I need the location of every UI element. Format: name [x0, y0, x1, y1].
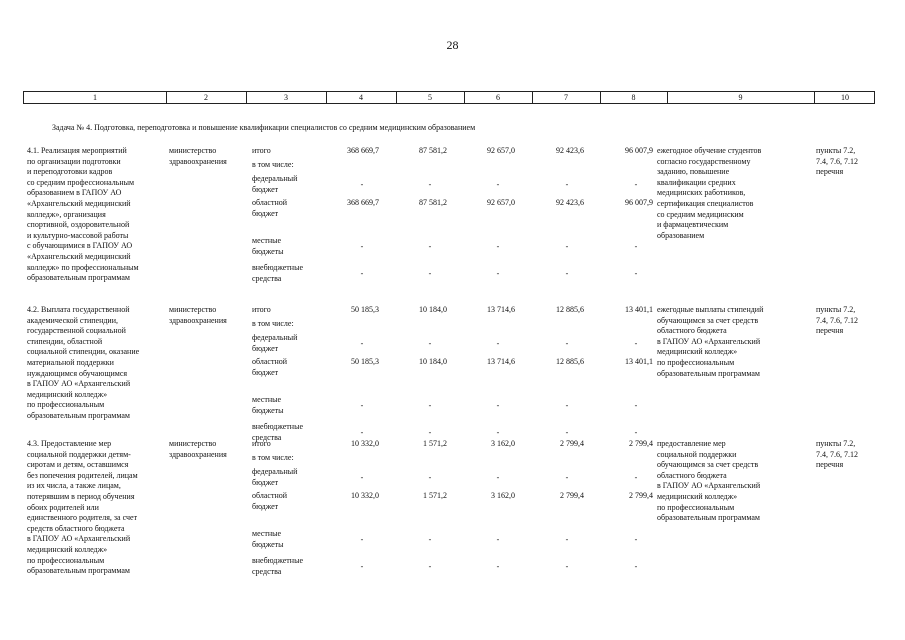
- measure-name-line: сиротам и детям, оставшимся: [27, 460, 129, 470]
- empty-value-dash: -: [565, 339, 569, 348]
- expected-result-line: обучающимся за счет средств: [657, 315, 759, 325]
- column-number-cell: 9: [738, 93, 743, 102]
- empty-value-dash: -: [428, 473, 432, 482]
- column-divider: [246, 92, 247, 103]
- measure-name-line: стипендии, областной: [27, 336, 103, 346]
- expected-result-line: в ГАПОУ АО «Архангельский: [657, 481, 761, 491]
- empty-value-dash: -: [360, 428, 364, 437]
- measure-name-line: социальной поддержки детям-: [27, 449, 131, 459]
- empty-value-dash: -: [565, 269, 569, 278]
- funding-source-label: бюджет: [252, 184, 279, 194]
- funding-amount: 13 714,6: [487, 305, 515, 314]
- empty-value-dash: -: [428, 242, 432, 251]
- empty-value-dash: -: [496, 562, 500, 571]
- measure-name-line: колледж» по профессиональным: [27, 262, 139, 272]
- column-divider: [464, 92, 465, 103]
- measure-name-line: 4.3. Предоставление мер: [27, 439, 112, 448]
- expected-result-line: областного бюджета: [657, 326, 727, 336]
- measure-name-line: со средним профессиональным: [27, 177, 135, 187]
- expected-result-line: социальной поддержки: [657, 449, 737, 459]
- column-divider: [396, 92, 397, 103]
- column-divider: [326, 92, 327, 103]
- funding-source-label: бюджет: [252, 343, 279, 353]
- funding-source-label: областной: [252, 198, 288, 207]
- expected-result-line: ежегодное обучение студентов: [657, 146, 762, 155]
- funding-amount: 10 184,0: [419, 357, 447, 366]
- empty-value-dash: -: [565, 428, 569, 437]
- funding-amount: 12 885,6: [556, 357, 584, 366]
- executor-line: министерство: [169, 439, 217, 448]
- empty-value-dash: -: [565, 401, 569, 410]
- funding-source-label: внебюджетные: [252, 263, 303, 272]
- measure-name-line: «Архангельский медицинский: [27, 199, 131, 208]
- funding-amount: 10 332,0: [351, 491, 379, 500]
- measure-name-line: в ГАПОУ АО «Архангельский: [27, 534, 131, 544]
- funding-amount: 1 571,2: [423, 439, 447, 448]
- measure-name-line: медицинский колледж»: [27, 389, 108, 399]
- reference-line: 7.4, 7.6, 7.12: [816, 315, 858, 325]
- measure-name-line: по профессиональным: [27, 400, 105, 410]
- expected-result-line: образованием: [657, 230, 705, 240]
- empty-value-dash: -: [634, 339, 638, 348]
- measure-name-line: спортивной, оздоровительной: [27, 220, 130, 230]
- funding-source-label: бюджеты: [252, 246, 284, 256]
- reference-line: пункты 7.2,: [816, 146, 856, 155]
- measure-name-line: из их числа, а также лицам,: [27, 481, 121, 491]
- column-number-cell: 1: [93, 93, 97, 102]
- funding-source-label: областной: [252, 491, 288, 500]
- empty-value-dash: -: [634, 180, 638, 189]
- measure-name-line: единственного родителя, за счет: [27, 513, 138, 523]
- funding-amount: 368 669,7: [347, 198, 379, 207]
- empty-value-dash: -: [634, 473, 638, 482]
- funding-amount: 2 799,4: [560, 439, 584, 448]
- empty-value-dash: -: [428, 401, 432, 410]
- funding-source-label: в том числе:: [252, 453, 294, 462]
- funding-amount: 1 571,2: [423, 491, 447, 500]
- column-number-cell: 5: [428, 93, 432, 102]
- measure-name-line: по организации подготовки: [27, 156, 121, 166]
- funding-source-label: средства: [252, 432, 282, 442]
- funding-amount: 92 423,6: [556, 146, 584, 155]
- expected-result-line: образовательным программам: [657, 513, 760, 523]
- funding-source-label: местные: [252, 236, 282, 245]
- funding-amount: 13 714,6: [487, 357, 515, 366]
- funding-source-label: в том числе:: [252, 319, 294, 328]
- funding-amount: 50 185,3: [351, 305, 379, 314]
- empty-value-dash: -: [428, 428, 432, 437]
- empty-value-dash: -: [360, 401, 364, 410]
- empty-value-dash: -: [360, 242, 364, 251]
- column-number-cell: 3: [284, 93, 288, 102]
- empty-value-dash: -: [634, 401, 638, 410]
- column-divider: [532, 92, 533, 103]
- expected-result-line: сертификация специалистов: [657, 199, 754, 208]
- funding-amount: 2 799,4: [629, 439, 653, 448]
- task-title: Задача № 4. Подготовка, переподготовка и повышение квалификации специалистов со средним медицинским образованием: [52, 123, 476, 132]
- measure-name-line: в ГАПОУ АО «Архангельский: [27, 379, 131, 389]
- expected-result-line: по профессиональным: [657, 502, 735, 512]
- empty-value-dash: -: [428, 535, 432, 544]
- expected-result-line: медицинский колледж»: [657, 347, 738, 357]
- funding-source-label: средства: [252, 273, 282, 283]
- measure-name-line: образованием в ГАПОУ АО: [27, 188, 122, 198]
- executor-line: здравоохранения: [169, 315, 227, 325]
- column-number-cell: 8: [631, 93, 636, 102]
- funding-amount: 92 657,0: [487, 198, 515, 207]
- funding-amount: 13 401,1: [625, 357, 653, 366]
- column-number-cell: 6: [496, 93, 500, 102]
- measure-name-line: «Архангельский медицинский: [27, 252, 131, 261]
- funding-source-label: итого: [252, 439, 271, 448]
- measure-name-line: по профессиональным: [27, 555, 105, 565]
- measure-name-line: без попечения родителей, лицам: [27, 470, 138, 480]
- reference-line: 7.4, 7.6, 7.12: [816, 449, 858, 459]
- reference-line: перечня: [816, 460, 844, 470]
- measure-name-line: потерявшим в период обучения: [27, 492, 135, 501]
- measure-name-line: академической стипендии,: [27, 315, 118, 325]
- expected-result-line: ежегодные выплаты стипендий: [657, 305, 764, 314]
- reference-line: перечня: [816, 167, 844, 177]
- column-divider: [600, 92, 601, 103]
- funding-amount: 3 162,0: [491, 491, 515, 500]
- empty-value-dash: -: [428, 339, 432, 348]
- column-number-cell: 2: [204, 93, 208, 102]
- funding-amount: 3 162,0: [491, 439, 515, 448]
- measure-name-line: государственной социальной: [27, 326, 126, 336]
- column-number-cell: 7: [564, 93, 568, 102]
- measure-name-line: 4.2. Выплата государственной: [27, 305, 130, 314]
- funding-amount: 96 007,9: [625, 198, 653, 207]
- measure-name-line: образовательным программам: [27, 273, 130, 283]
- funding-source-label: федеральный: [252, 174, 298, 183]
- funding-amount: 10 184,0: [419, 305, 447, 314]
- empty-value-dash: -: [565, 473, 569, 482]
- empty-value-dash: -: [565, 242, 569, 251]
- empty-value-dash: -: [496, 401, 500, 410]
- funding-amount: 92 423,6: [556, 198, 584, 207]
- funding-source-label: итого: [252, 146, 271, 155]
- measure-name-line: и переподготовки кадров: [27, 167, 113, 177]
- measure-name-line: социальной стипендии, оказание: [27, 347, 140, 357]
- reference-line: перечня: [816, 326, 844, 336]
- empty-value-dash: -: [634, 562, 638, 571]
- funding-source-label: бюджеты: [252, 539, 284, 549]
- funding-source-label: внебюджетные: [252, 422, 303, 431]
- reference-line: пункты 7.2,: [816, 305, 856, 314]
- funding-source-label: в том числе:: [252, 160, 294, 169]
- funding-source-label: областной: [252, 357, 288, 366]
- measure-name-line: средств областного бюджета: [27, 523, 125, 533]
- expected-result-line: образовательным программам: [657, 368, 760, 378]
- expected-result-line: по профессиональным: [657, 358, 735, 367]
- measure-name-line: и культурно-массовой работы: [27, 230, 129, 240]
- measure-name-line: 4.1. Реализация мероприятий: [27, 146, 127, 155]
- empty-value-dash: -: [565, 535, 569, 544]
- funding-amount: 13 401,1: [625, 305, 653, 314]
- expected-result-line: предоставление мер: [657, 439, 726, 448]
- column-number-cell: 10: [841, 93, 849, 102]
- column-divider: [166, 92, 167, 103]
- empty-value-dash: -: [360, 473, 364, 482]
- expected-result-line: и фармацевтическим: [657, 220, 729, 230]
- measure-name-line: образовательным программам: [27, 566, 130, 576]
- measure-name-line: обоих родителей или: [27, 502, 99, 512]
- expected-result-line: со средним медицинским: [657, 209, 744, 219]
- expected-result-line: медицинских работников,: [657, 188, 746, 198]
- expected-result-line: в ГАПОУ АО «Архангельский: [657, 336, 761, 346]
- reference-line: пункты 7.2,: [816, 439, 856, 448]
- executor-line: министерство: [169, 305, 217, 314]
- empty-value-dash: -: [634, 535, 638, 544]
- measure-name-line: образовательным программам: [27, 411, 130, 420]
- funding-amount: 50 185,3: [351, 357, 379, 366]
- empty-value-dash: -: [496, 269, 500, 278]
- column-divider: [667, 92, 668, 103]
- measure-name-line: с обучающимися в ГАПОУ АО: [27, 241, 133, 251]
- executor-line: министерство: [169, 146, 217, 155]
- measure-name-line: колледж», организация: [27, 209, 106, 219]
- executor-line: здравоохранения: [169, 449, 227, 459]
- funding-amount: 10 332,0: [351, 439, 379, 448]
- funding-source-label: местные: [252, 395, 282, 404]
- empty-value-dash: -: [496, 242, 500, 251]
- funding-amount: 92 657,0: [487, 146, 515, 155]
- reference-line: 7.4, 7.6, 7.12: [816, 156, 858, 166]
- empty-value-dash: -: [496, 428, 500, 437]
- empty-value-dash: -: [428, 562, 432, 571]
- empty-value-dash: -: [634, 269, 638, 278]
- expected-result-line: заданию, повышение: [657, 167, 730, 177]
- empty-value-dash: -: [496, 535, 500, 544]
- expected-result-line: обучающимся за счет средств: [657, 460, 759, 470]
- empty-value-dash: -: [360, 535, 364, 544]
- empty-value-dash: -: [360, 269, 364, 278]
- expected-result-line: квалификации средних: [657, 177, 736, 187]
- empty-value-dash: -: [496, 473, 500, 482]
- funding-amount: 2 799,4: [629, 491, 653, 500]
- funding-amount: 87 581,2: [419, 146, 447, 155]
- measure-name-line: материальной поддержки: [27, 358, 114, 367]
- column-number-cell: 4: [359, 93, 363, 102]
- funding-amount: 96 007,9: [625, 146, 653, 155]
- empty-value-dash: -: [496, 339, 500, 348]
- measure-name-line: медицинский колледж»: [27, 545, 108, 554]
- funding-source-label: бюджеты: [252, 405, 284, 415]
- funding-amount: 368 669,7: [347, 146, 379, 155]
- funding-source-label: средства: [252, 566, 282, 576]
- funding-source-label: бюджет: [252, 501, 279, 511]
- column-number-header: [23, 91, 875, 104]
- empty-value-dash: -: [360, 339, 364, 348]
- empty-value-dash: -: [428, 180, 432, 189]
- empty-value-dash: -: [428, 269, 432, 278]
- funding-source-label: бюджет: [252, 367, 279, 377]
- empty-value-dash: -: [634, 242, 638, 251]
- expected-result-line: областного бюджета: [657, 470, 727, 480]
- funding-source-label: бюджет: [252, 477, 279, 487]
- funding-amount: 12 885,6: [556, 305, 584, 314]
- empty-value-dash: -: [360, 562, 364, 571]
- funding-source-label: федеральный: [252, 333, 298, 342]
- empty-value-dash: -: [496, 180, 500, 189]
- column-divider: [814, 92, 815, 103]
- funding-source-label: местные: [252, 529, 282, 538]
- empty-value-dash: -: [565, 180, 569, 189]
- expected-result-line: согласно государственному: [657, 156, 751, 166]
- funding-source-label: итого: [252, 305, 271, 314]
- empty-value-dash: -: [360, 180, 364, 189]
- empty-value-dash: -: [634, 428, 638, 437]
- measure-name-line: нуждающимся обучающимся: [27, 368, 128, 378]
- executor-line: здравоохранения: [169, 156, 227, 166]
- empty-value-dash: -: [565, 562, 569, 571]
- funding-amount: 2 799,4: [560, 491, 584, 500]
- funding-source-label: внебюджетные: [252, 556, 303, 565]
- expected-result-line: медицинский колледж»: [657, 492, 738, 501]
- funding-amount: 87 581,2: [419, 198, 447, 207]
- funding-source-label: федеральный: [252, 467, 298, 476]
- funding-source-label: бюджет: [252, 208, 279, 218]
- page-number: 28: [446, 38, 459, 52]
